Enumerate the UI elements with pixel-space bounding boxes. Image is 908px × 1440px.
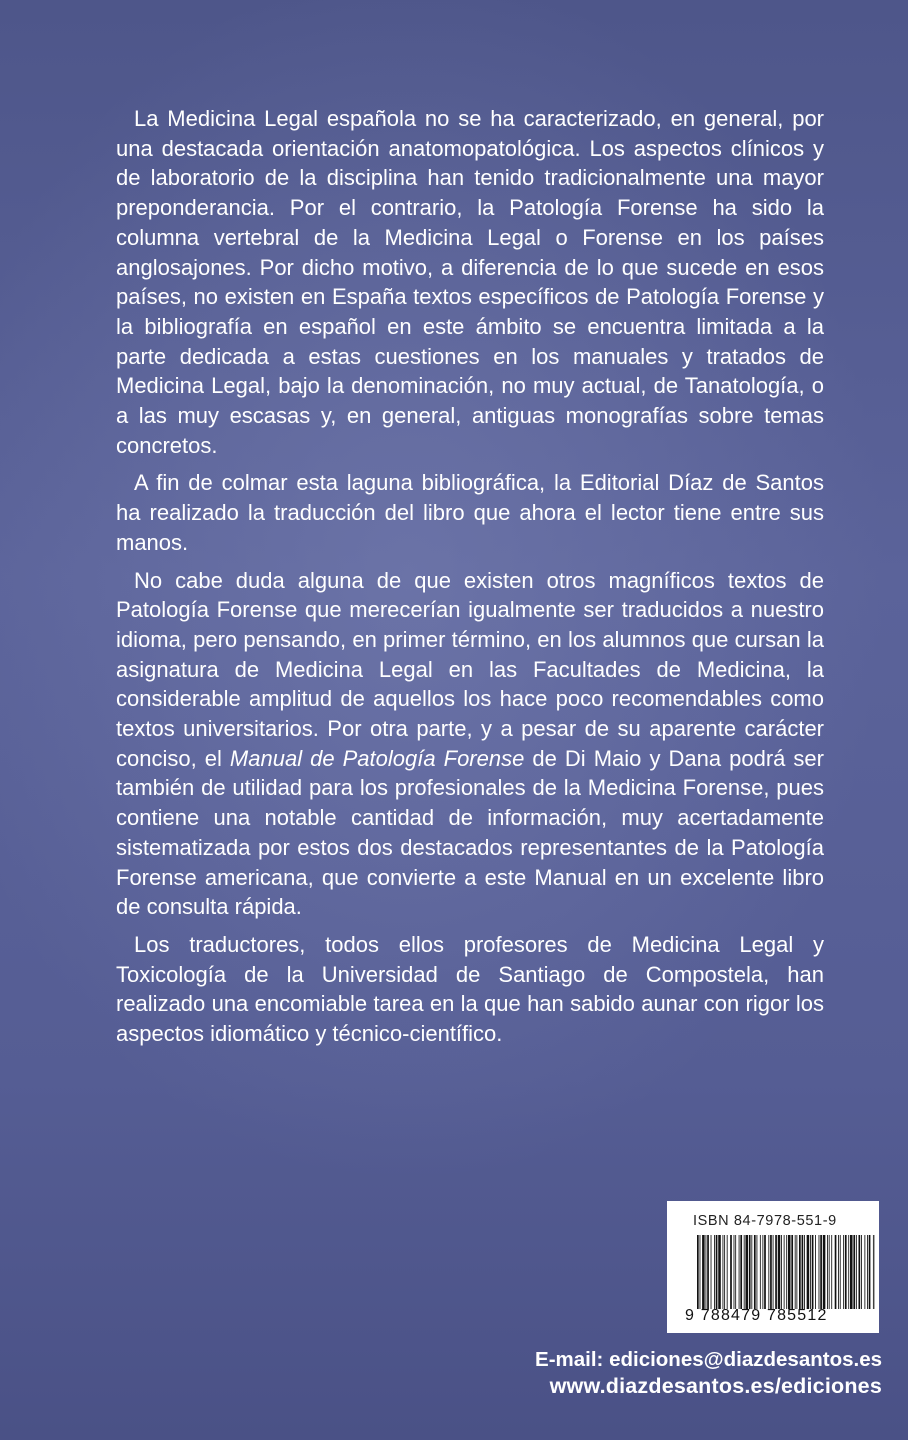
- contact-email[interactable]: E-mail: ediciones@diazdesantos.es: [535, 1348, 882, 1371]
- publisher-contact: [480, 1346, 882, 1400]
- blurb-paragraph-3-start: No cabe duda alguna de que existen otros magníficos textos de Patología Forense que merecerían igualmente ser traducidos a nuestro idioma, pero pensando, en primer término, en los alumnos que cursan la asignatura de Medicina Legal en las Facultades de Medicina, la considerable amplitud de aquellos los hace poco recomendables como textos universitarios. Por otra parte, y a pesar de su aparente carácter conciso, el: [116, 567, 824, 771]
- blurb-paragraph-1: La Medicina Legal española no se ha caracterizado, en general, por una destacada orientación anatomopatológica. Los aspectos clínicos y de laboratorio de la disciplina han tenido tradicionalmente una mayor preponderancia. Por el contrario, la Patología Forense ha sido la columna vertebral de la Medicina Legal o Forense en los países anglosajones. Por dicho motivo, a diferencia de lo que sucede en esos países, no existen en España textos específicos de Patología Forense y la bibliografía en español en este ámbito se encuentra limitada a la parte dedicada a estas cuestiones en los manuales y tratados de Medicina Legal, bajo la denominación, no muy actual, de Tanatología, o a las muy escasas y, en general, antiguas monografías sobre temas concretos.: [116, 106, 824, 458]
- book-title-italic: Manual de Patología Forense: [229, 745, 525, 771]
- blurb-text: [116, 104, 824, 1057]
- barcode-box: [667, 1201, 879, 1333]
- blurb-paragraph-3: [116, 566, 824, 922]
- ean-digits: 9 788479 785512: [685, 1307, 828, 1324]
- blurb-paragraph-2: A fin de colmar esta laguna bibliográfica, la Editorial Díaz de Santos ha realizado la traducción del libro que ahora el lector tiene entre sus manos.: [116, 470, 824, 555]
- blurb-paragraph-4: Los traductores, todos ellos profesores de Medicina Legal y Toxicología de la Universidad de Santiago de Compostela, han realizado una encomiable tarea en la que han sabido aunar con rigor los aspectos idiomático y técnico-científico.: [116, 931, 824, 1047]
- isbn-label: ISBN 84-7978-551-9: [693, 1213, 837, 1229]
- blurb-paragraph-3-end: de Di Maio y Dana podrá ser también de utilidad para los profesionales de la Medicina Forense, pues contiene una notable cantidad de información, muy acertadamente sistematizada por estos dos destacados representantes de la Patología Forense americana, que convierte a este Manual en un excelente libro de consulta rápida.: [116, 745, 824, 920]
- contact-website[interactable]: www.diazdesantos.es/ediciones: [549, 1374, 882, 1398]
- barcode-bars: [697, 1235, 875, 1309]
